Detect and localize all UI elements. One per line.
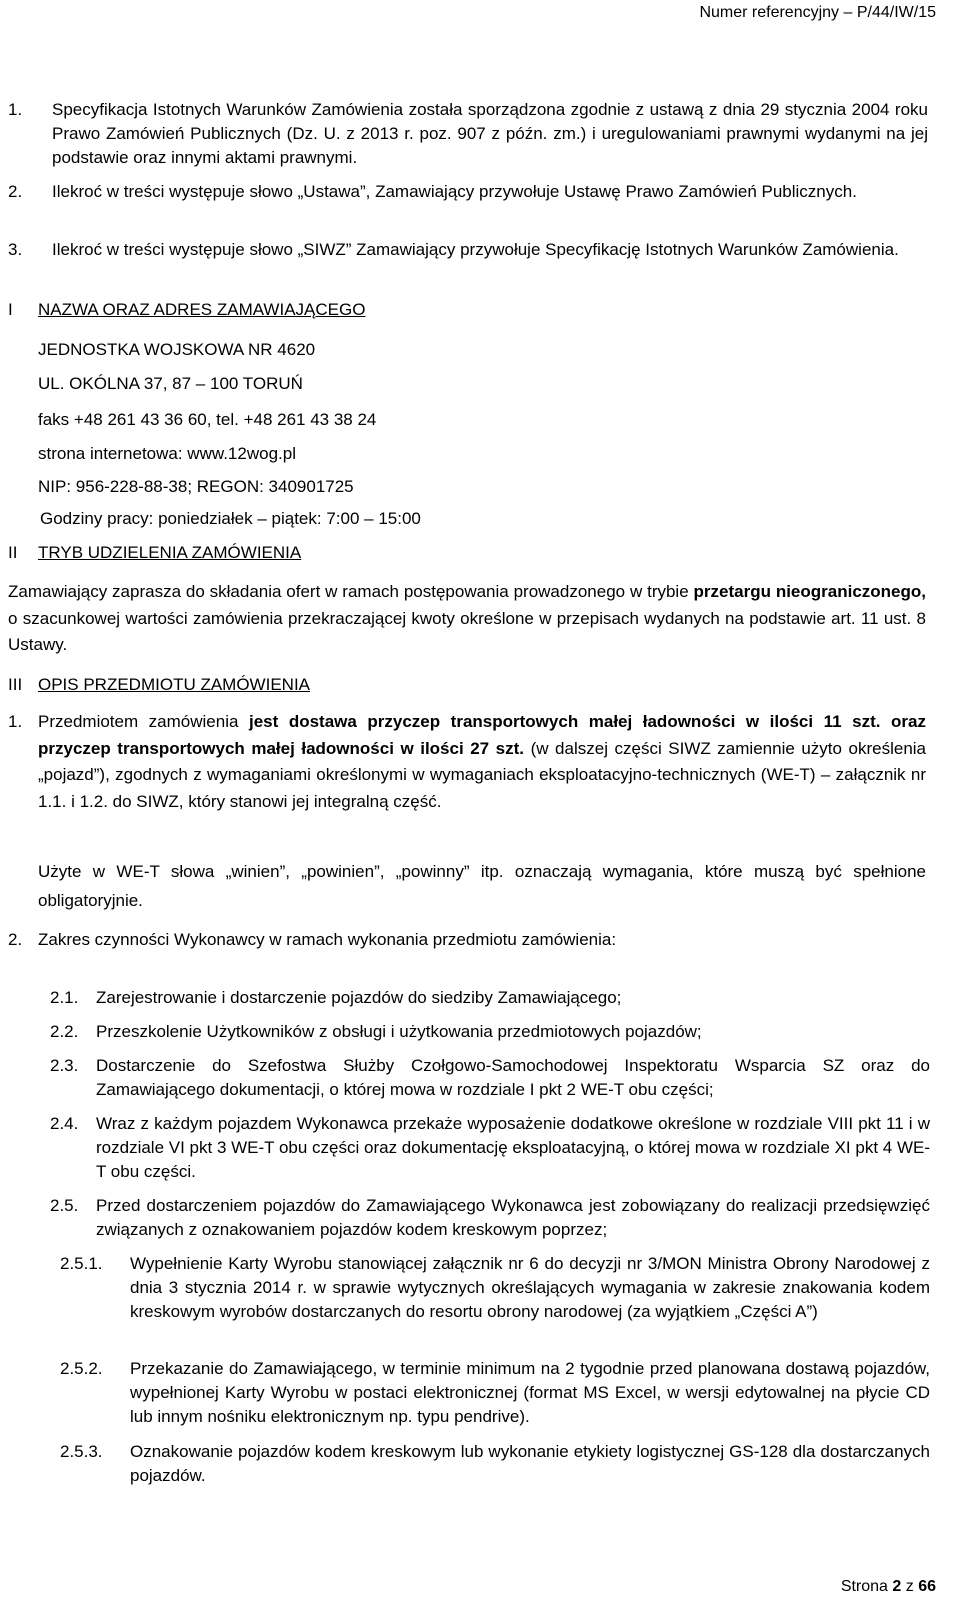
item-number: 2.1. (50, 988, 79, 1007)
intro-point-number: 1. (8, 100, 23, 119)
point-1-text-cont: (w dalszej części SIWZ zamiennie użyto określenia „pojazd”), zgodnych z wymaganiami określonymi w wymaganiach eksploatacyjno-technicznych (WE-T) – załącznik nr 1.1. i 1.2. do SIWZ, który stanowi jej integralną część. (38, 738, 926, 811)
sub-list-item (60, 1357, 930, 1429)
intro-point-text: Specyfikacja Istotnych Warunków Zamówienia została sporządzona zgodnie z ustawą z dnia 29 stycznia 2004 roku Prawo Zamówień Publicznych (Dz. U. z 2013 r. poz. 907 z późn. zm.) i uregulowaniami prawnymi wydanymi na jej podstawie oraz innymi aktami prawnymi. (52, 100, 928, 167)
intro-point-3 (8, 238, 928, 262)
section-2-text-cont: o szacunkowej wartości zamówienia przekraczającej kwoty określone w przepisach wydanych na podstawie art. 11 ust. 8 Ustawy. (8, 608, 926, 654)
intro-point-1 (8, 98, 928, 170)
sub-list-item (60, 1440, 930, 1488)
section-3-note: Użyte w WE-T słowa „winien”, „powinien”, „powinny” itp. oznaczają wymagania, które muszą być spełnione obligatoryjnie. (38, 862, 926, 910)
office-hours: Godziny pracy: poniedziałek – piątek: 7:00 – 15:00 (40, 509, 421, 528)
page-number (841, 1578, 936, 1596)
list-item (50, 1112, 930, 1184)
sub-item-number: 2.5.2. (60, 1359, 103, 1378)
section-1-title: NAZWA ORAZ ADRES ZAMAWIAJĄCEGO (38, 300, 366, 319)
section-3-point-2-text: Zakres czynności Wykonawcy w ramach wykonania przedmiotu zamówienia: (38, 930, 617, 949)
page-separator: z (901, 1578, 919, 1595)
item-text: Dostarczenie do Szefostwa Służby Czołgowo-Samochodowej Inspektoratu Wsparcia SZ oraz do Zamawiającego dokumentacji, o której mowa w rozdziale I pkt 2 WE-T obu części; (96, 1056, 930, 1099)
section-3-point-2-number: 2. (8, 930, 23, 949)
item-text: Wraz z każdym pojazdem Wykonawca przekaże wyposażenie dodatkowe określone w rozdziale VIII pkt 11 i w rozdziale VI pkt 3 WE-T obu części oraz dokumentację eksploatacyjną, o której mowa w rozdziale XI pkt 4 WE-T obu części. (96, 1114, 930, 1181)
item-number: 2.2. (50, 1022, 79, 1041)
item-number: 2.3. (50, 1056, 79, 1075)
sub-item-text: Przekazanie do Zamawiającego, w terminie minimum na 2 tygodnie przed planowana dostawą pojazdów, wypełnionej Karty Wyrobu w postaci elektronicznej (format MS Excel, w wersji edytowalnej na płycie CD lub innym nośniku elektronicznym np. typu pendrive). (130, 1359, 930, 1426)
reference-number: Numer referencyjny – P/44/IW/15 (699, 4, 936, 21)
sub-item-text: Oznakowanie pojazdów kodem kreskowym lub wykonanie etykiety logistycznej GS-128 dla dostarczanych pojazdów. (130, 1442, 930, 1485)
intro-point-text: Ilekroć w treści występuje słowo „SIWZ” Zamawiający przywołuje Specyfikację Istotnych Warunków Zamówienia. (52, 240, 899, 259)
page-label: Strona (840, 1578, 893, 1595)
section-2-bold-text: przetargu nieograniczonego, (693, 582, 926, 601)
section-3-number: III (8, 675, 23, 694)
list-item (50, 986, 930, 1010)
list-item (50, 1054, 930, 1102)
section-3-point-1-number: 1. (8, 712, 23, 731)
list-item (50, 1020, 930, 1044)
section-2-paragraph (8, 579, 926, 659)
section-2-number: II (8, 543, 18, 562)
point-1-text: Przedmiotem zamówienia (38, 712, 249, 731)
address-unit-name: JEDNOSTKA WOJSKOWA NR 4620 (38, 340, 316, 359)
point-1-bold-text: jest dostawa przyczep transportowych małej ładowności w ilości 11 szt. oraz przyczep transportowych małej ładowności w ilości 27 szt. (38, 712, 926, 758)
address-tax-ids: NIP: 956-228-88-38; REGON: 340901725 (38, 477, 354, 496)
address-phone-fax: faks +48 261 43 36 60, tel. +48 261 43 38 24 (38, 410, 377, 429)
section-1-number: I (8, 300, 13, 319)
item-text: Zarejestrowanie i dostarczenie pojazdów do siedziby Zamawiającego; (96, 988, 622, 1007)
sub-list-item (60, 1252, 930, 1324)
current-page: 2 (892, 1578, 902, 1595)
section-2-text: Zamawiający zaprasza do składania ofert w ramach postępowania prowadzonego w trybie (8, 582, 694, 601)
sub-item-text: Wypełnienie Karty Wyrobu stanowiącej załącznik nr 6 do decyzji nr 3/MON Ministra Obrony Narodowej z dnia 3 stycznia 2014 r. w sprawie wytycznych określających wymagania w zakresie znakowania kodem kreskowym wyrobów dostarczanych do resortu obrony narodowej (za wyjątkiem „Części A”) (130, 1254, 930, 1321)
intro-point-text: Ilekroć w treści występuje słowo „Ustawa”, Zamawiający przywołuje Ustawę Prawo Zamówień Publicznych. (52, 182, 857, 201)
list-item (50, 1194, 930, 1242)
item-text: Przeszkolenie Użytkowników z obsługi i użytkowania przedmiotowych pojazdów; (96, 1022, 702, 1041)
section-2-title: TRYB UDZIELENIA ZAMÓWIENIA (38, 543, 302, 562)
address-website: strona internetowa: www.12wog.pl (38, 444, 296, 463)
sub-item-number: 2.5.1. (60, 1254, 103, 1273)
item-number: 2.5. (50, 1196, 79, 1215)
intro-point-2 (8, 180, 928, 204)
address-street: UL. OKÓLNA 37, 87 – 100 TORUŃ (38, 374, 303, 393)
section-3-point-1 (38, 709, 926, 815)
section-3-title: OPIS PRZEDMIOTU ZAMÓWIENIA (38, 675, 311, 694)
sub-item-number: 2.5.3. (60, 1442, 103, 1461)
item-text: Przed dostarczeniem pojazdów do Zamawiającego Wykonawca jest zobowiązany do realizacji przedsięwzięć związanych z oznakowaniem pojazdów kodem kreskowym poprzez; (96, 1196, 930, 1239)
total-pages: 66 (918, 1578, 936, 1595)
item-number: 2.4. (50, 1114, 79, 1133)
intro-point-number: 2. (8, 182, 23, 201)
intro-point-number: 3. (8, 240, 23, 259)
